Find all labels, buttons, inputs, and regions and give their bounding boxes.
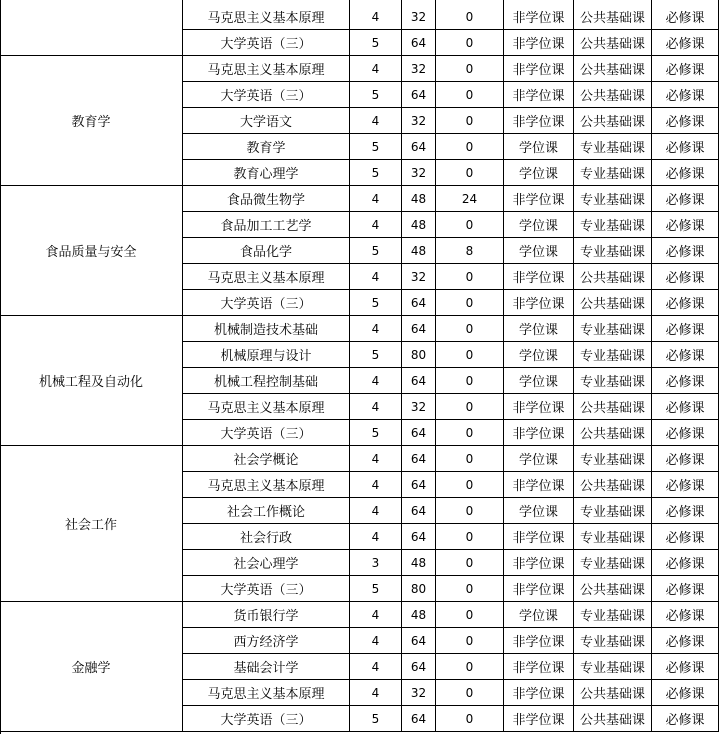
lab-hours-cell: 0: [436, 342, 504, 368]
required-type-cell: 必修课: [652, 212, 719, 238]
category-cell: 专业基础课: [574, 368, 652, 394]
major-cell: 金融学: [0, 602, 183, 732]
required-type-cell: 必修课: [652, 82, 719, 108]
credits-cell: 5: [350, 706, 402, 732]
category-cell: 公共基础课: [574, 108, 652, 134]
credits-cell: 4: [350, 368, 402, 394]
category-cell: 公共基础课: [574, 394, 652, 420]
degree-type-cell: 非学位课: [504, 524, 574, 550]
degree-type-cell: 非学位课: [504, 706, 574, 732]
hours-cell: 64: [402, 134, 436, 160]
hours-cell: 80: [402, 576, 436, 602]
degree-type-cell: 非学位课: [504, 0, 574, 30]
required-type-cell: 必修课: [652, 498, 719, 524]
lab-hours-cell: 0: [436, 290, 504, 316]
credits-cell: 5: [350, 238, 402, 264]
lab-hours-cell: 0: [436, 0, 504, 30]
lab-hours-cell: 0: [436, 160, 504, 186]
hours-cell: 64: [402, 628, 436, 654]
required-type-cell: 必修课: [652, 654, 719, 680]
lab-hours-cell: 0: [436, 550, 504, 576]
degree-type-cell: 学位课: [504, 134, 574, 160]
category-cell: 专业基础课: [574, 134, 652, 160]
degree-type-cell: 非学位课: [504, 56, 574, 82]
category-cell: 公共基础课: [574, 420, 652, 446]
hours-cell: 64: [402, 706, 436, 732]
category-cell: 专业基础课: [574, 160, 652, 186]
hours-cell: 32: [402, 160, 436, 186]
hours-cell: 32: [402, 394, 436, 420]
required-type-cell: 必修课: [652, 576, 719, 602]
required-type-cell: 必修课: [652, 316, 719, 342]
course-name-cell: 机械原理与设计: [183, 342, 350, 368]
degree-type-cell: 非学位课: [504, 576, 574, 602]
credits-cell: 4: [350, 0, 402, 30]
lab-hours-cell: 0: [436, 316, 504, 342]
lab-hours-cell: 0: [436, 628, 504, 654]
course-name-cell: 西方经济学: [183, 628, 350, 654]
category-cell: 公共基础课: [574, 82, 652, 108]
degree-type-cell: 非学位课: [504, 680, 574, 706]
hours-cell: 64: [402, 446, 436, 472]
hours-cell: 32: [402, 0, 436, 30]
category-cell: 专业基础课: [574, 446, 652, 472]
category-cell: 专业基础课: [574, 602, 652, 628]
degree-type-cell: 非学位课: [504, 30, 574, 56]
credits-cell: 4: [350, 654, 402, 680]
credits-cell: 4: [350, 446, 402, 472]
category-cell: 专业基础课: [574, 628, 652, 654]
required-type-cell: 必修课: [652, 160, 719, 186]
lab-hours-cell: 0: [436, 576, 504, 602]
required-type-cell: 必修课: [652, 706, 719, 732]
category-cell: 公共基础课: [574, 290, 652, 316]
credits-cell: 5: [350, 82, 402, 108]
course-name-cell: 社会学概论: [183, 446, 350, 472]
credits-cell: 4: [350, 56, 402, 82]
credits-cell: 4: [350, 316, 402, 342]
lab-hours-cell: 0: [436, 394, 504, 420]
category-cell: 公共基础课: [574, 56, 652, 82]
credits-cell: 4: [350, 628, 402, 654]
course-name-cell: 食品化学: [183, 238, 350, 264]
required-type-cell: 必修课: [652, 602, 719, 628]
course-name-cell: 教育学: [183, 134, 350, 160]
hours-cell: 32: [402, 680, 436, 706]
lab-hours-cell: 0: [436, 212, 504, 238]
lab-hours-cell: 0: [436, 472, 504, 498]
required-type-cell: 必修课: [652, 368, 719, 394]
course-name-cell: 马克思主义基本原理: [183, 0, 350, 30]
credits-cell: 5: [350, 576, 402, 602]
category-cell: 公共基础课: [574, 576, 652, 602]
course-name-cell: 教育心理学: [183, 160, 350, 186]
degree-type-cell: 学位课: [504, 602, 574, 628]
lab-hours-cell: 0: [436, 654, 504, 680]
table-left-border: [0, 0, 1, 734]
degree-type-cell: 非学位课: [504, 264, 574, 290]
degree-type-cell: 学位课: [504, 316, 574, 342]
lab-hours-cell: 0: [436, 524, 504, 550]
required-type-cell: 必修课: [652, 134, 719, 160]
required-type-cell: 必修课: [652, 524, 719, 550]
degree-type-cell: 学位课: [504, 160, 574, 186]
hours-cell: 64: [402, 316, 436, 342]
credits-cell: 4: [350, 602, 402, 628]
course-name-cell: 机械工程控制基础: [183, 368, 350, 394]
hours-cell: 64: [402, 290, 436, 316]
course-name-cell: 货币银行学: [183, 602, 350, 628]
degree-type-cell: 非学位课: [504, 186, 574, 212]
lab-hours-cell: 0: [436, 82, 504, 108]
course-name-cell: 社会工作概论: [183, 498, 350, 524]
course-name-cell: 马克思主义基本原理: [183, 680, 350, 706]
major-cell: 社会工作: [0, 446, 183, 602]
course-name-cell: 马克思主义基本原理: [183, 264, 350, 290]
required-type-cell: 必修课: [652, 238, 719, 264]
lab-hours-cell: 0: [436, 498, 504, 524]
major-cell: 食品质量与安全: [0, 186, 183, 316]
lab-hours-cell: 0: [436, 602, 504, 628]
credits-cell: 4: [350, 472, 402, 498]
credits-cell: 5: [350, 290, 402, 316]
credits-cell: 5: [350, 160, 402, 186]
category-cell: 专业基础课: [574, 498, 652, 524]
hours-cell: 64: [402, 498, 436, 524]
lab-hours-cell: 0: [436, 264, 504, 290]
credits-cell: 5: [350, 30, 402, 56]
hours-cell: 32: [402, 56, 436, 82]
degree-type-cell: 非学位课: [504, 472, 574, 498]
required-type-cell: 必修课: [652, 550, 719, 576]
credits-cell: 5: [350, 342, 402, 368]
lab-hours-cell: 8: [436, 238, 504, 264]
lab-hours-cell: 0: [436, 706, 504, 732]
course-name-cell: 大学英语（三）: [183, 82, 350, 108]
degree-type-cell: 学位课: [504, 212, 574, 238]
required-type-cell: 必修课: [652, 108, 719, 134]
required-type-cell: 必修课: [652, 342, 719, 368]
course-name-cell: 马克思主义基本原理: [183, 394, 350, 420]
course-name-cell: 大学英语（三）: [183, 420, 350, 446]
lab-hours-cell: 0: [436, 420, 504, 446]
lab-hours-cell: 24: [436, 186, 504, 212]
required-type-cell: 必修课: [652, 394, 719, 420]
required-type-cell: 必修课: [652, 680, 719, 706]
degree-type-cell: 学位课: [504, 446, 574, 472]
required-type-cell: 必修课: [652, 30, 719, 56]
lab-hours-cell: 0: [436, 30, 504, 56]
category-cell: 公共基础课: [574, 0, 652, 30]
credits-cell: 4: [350, 212, 402, 238]
lab-hours-cell: 0: [436, 368, 504, 394]
hours-cell: 32: [402, 264, 436, 290]
degree-type-cell: 非学位课: [504, 654, 574, 680]
degree-type-cell: 学位课: [504, 342, 574, 368]
course-name-cell: 大学英语（三）: [183, 576, 350, 602]
category-cell: 公共基础课: [574, 30, 652, 56]
hours-cell: 64: [402, 30, 436, 56]
degree-type-cell: 非学位课: [504, 420, 574, 446]
category-cell: 专业基础课: [574, 654, 652, 680]
credits-cell: 5: [350, 134, 402, 160]
degree-type-cell: 非学位课: [504, 550, 574, 576]
hours-cell: 48: [402, 238, 436, 264]
required-type-cell: 必修课: [652, 56, 719, 82]
course-name-cell: 机械制造技术基础: [183, 316, 350, 342]
hours-cell: 64: [402, 524, 436, 550]
course-name-cell: 大学英语（三）: [183, 706, 350, 732]
lab-hours-cell: 0: [436, 56, 504, 82]
category-cell: 公共基础课: [574, 264, 652, 290]
required-type-cell: 必修课: [652, 0, 719, 30]
degree-type-cell: 非学位课: [504, 394, 574, 420]
course-name-cell: 大学英语（三）: [183, 30, 350, 56]
lab-hours-cell: 0: [436, 680, 504, 706]
course-name-cell: 大学英语（三）: [183, 290, 350, 316]
lab-hours-cell: 0: [436, 446, 504, 472]
category-cell: 公共基础课: [574, 472, 652, 498]
course-name-cell: 马克思主义基本原理: [183, 472, 350, 498]
required-type-cell: 必修课: [652, 472, 719, 498]
major-cell: [0, 0, 183, 56]
category-cell: 公共基础课: [574, 680, 652, 706]
course-name-cell: 马克思主义基本原理: [183, 56, 350, 82]
credits-cell: 3: [350, 550, 402, 576]
degree-type-cell: 非学位课: [504, 628, 574, 654]
hours-cell: 64: [402, 472, 436, 498]
category-cell: 专业基础课: [574, 212, 652, 238]
course-name-cell: 社会心理学: [183, 550, 350, 576]
hours-cell: 48: [402, 212, 436, 238]
credits-cell: 4: [350, 394, 402, 420]
lab-hours-cell: 0: [436, 134, 504, 160]
hours-cell: 48: [402, 602, 436, 628]
hours-cell: 64: [402, 654, 436, 680]
course-name-cell: 社会行政: [183, 524, 350, 550]
major-cell: 教育学: [0, 56, 183, 186]
degree-type-cell: 非学位课: [504, 82, 574, 108]
category-cell: 公共基础课: [574, 706, 652, 732]
course-name-cell: 大学语文: [183, 108, 350, 134]
credits-cell: 4: [350, 524, 402, 550]
credits-cell: 4: [350, 498, 402, 524]
credits-cell: 4: [350, 186, 402, 212]
required-type-cell: 必修课: [652, 446, 719, 472]
category-cell: 专业基础课: [574, 342, 652, 368]
required-type-cell: 必修课: [652, 264, 719, 290]
hours-cell: 64: [402, 368, 436, 394]
category-cell: 专业基础课: [574, 186, 652, 212]
course-name-cell: 食品微生物学: [183, 186, 350, 212]
degree-type-cell: 非学位课: [504, 290, 574, 316]
credits-cell: 5: [350, 420, 402, 446]
required-type-cell: 必修课: [652, 186, 719, 212]
required-type-cell: 必修课: [652, 420, 719, 446]
category-cell: 专业基础课: [574, 238, 652, 264]
credits-cell: 4: [350, 680, 402, 706]
course-name-cell: 基础会计学: [183, 654, 350, 680]
category-cell: 专业基础课: [574, 550, 652, 576]
category-cell: 专业基础课: [574, 524, 652, 550]
hours-cell: 48: [402, 550, 436, 576]
degree-type-cell: 非学位课: [504, 108, 574, 134]
lab-hours-cell: 0: [436, 108, 504, 134]
course-name-cell: 食品加工工艺学: [183, 212, 350, 238]
hours-cell: 64: [402, 420, 436, 446]
degree-type-cell: 学位课: [504, 368, 574, 394]
credits-cell: 4: [350, 108, 402, 134]
degree-type-cell: 学位课: [504, 498, 574, 524]
hours-cell: 64: [402, 82, 436, 108]
required-type-cell: 必修课: [652, 290, 719, 316]
hours-cell: 48: [402, 186, 436, 212]
required-type-cell: 必修课: [652, 628, 719, 654]
hours-cell: 80: [402, 342, 436, 368]
credits-cell: 4: [350, 264, 402, 290]
hours-cell: 32: [402, 108, 436, 134]
major-cell: 机械工程及自动化: [0, 316, 183, 446]
category-cell: 专业基础课: [574, 316, 652, 342]
degree-type-cell: 学位课: [504, 238, 574, 264]
